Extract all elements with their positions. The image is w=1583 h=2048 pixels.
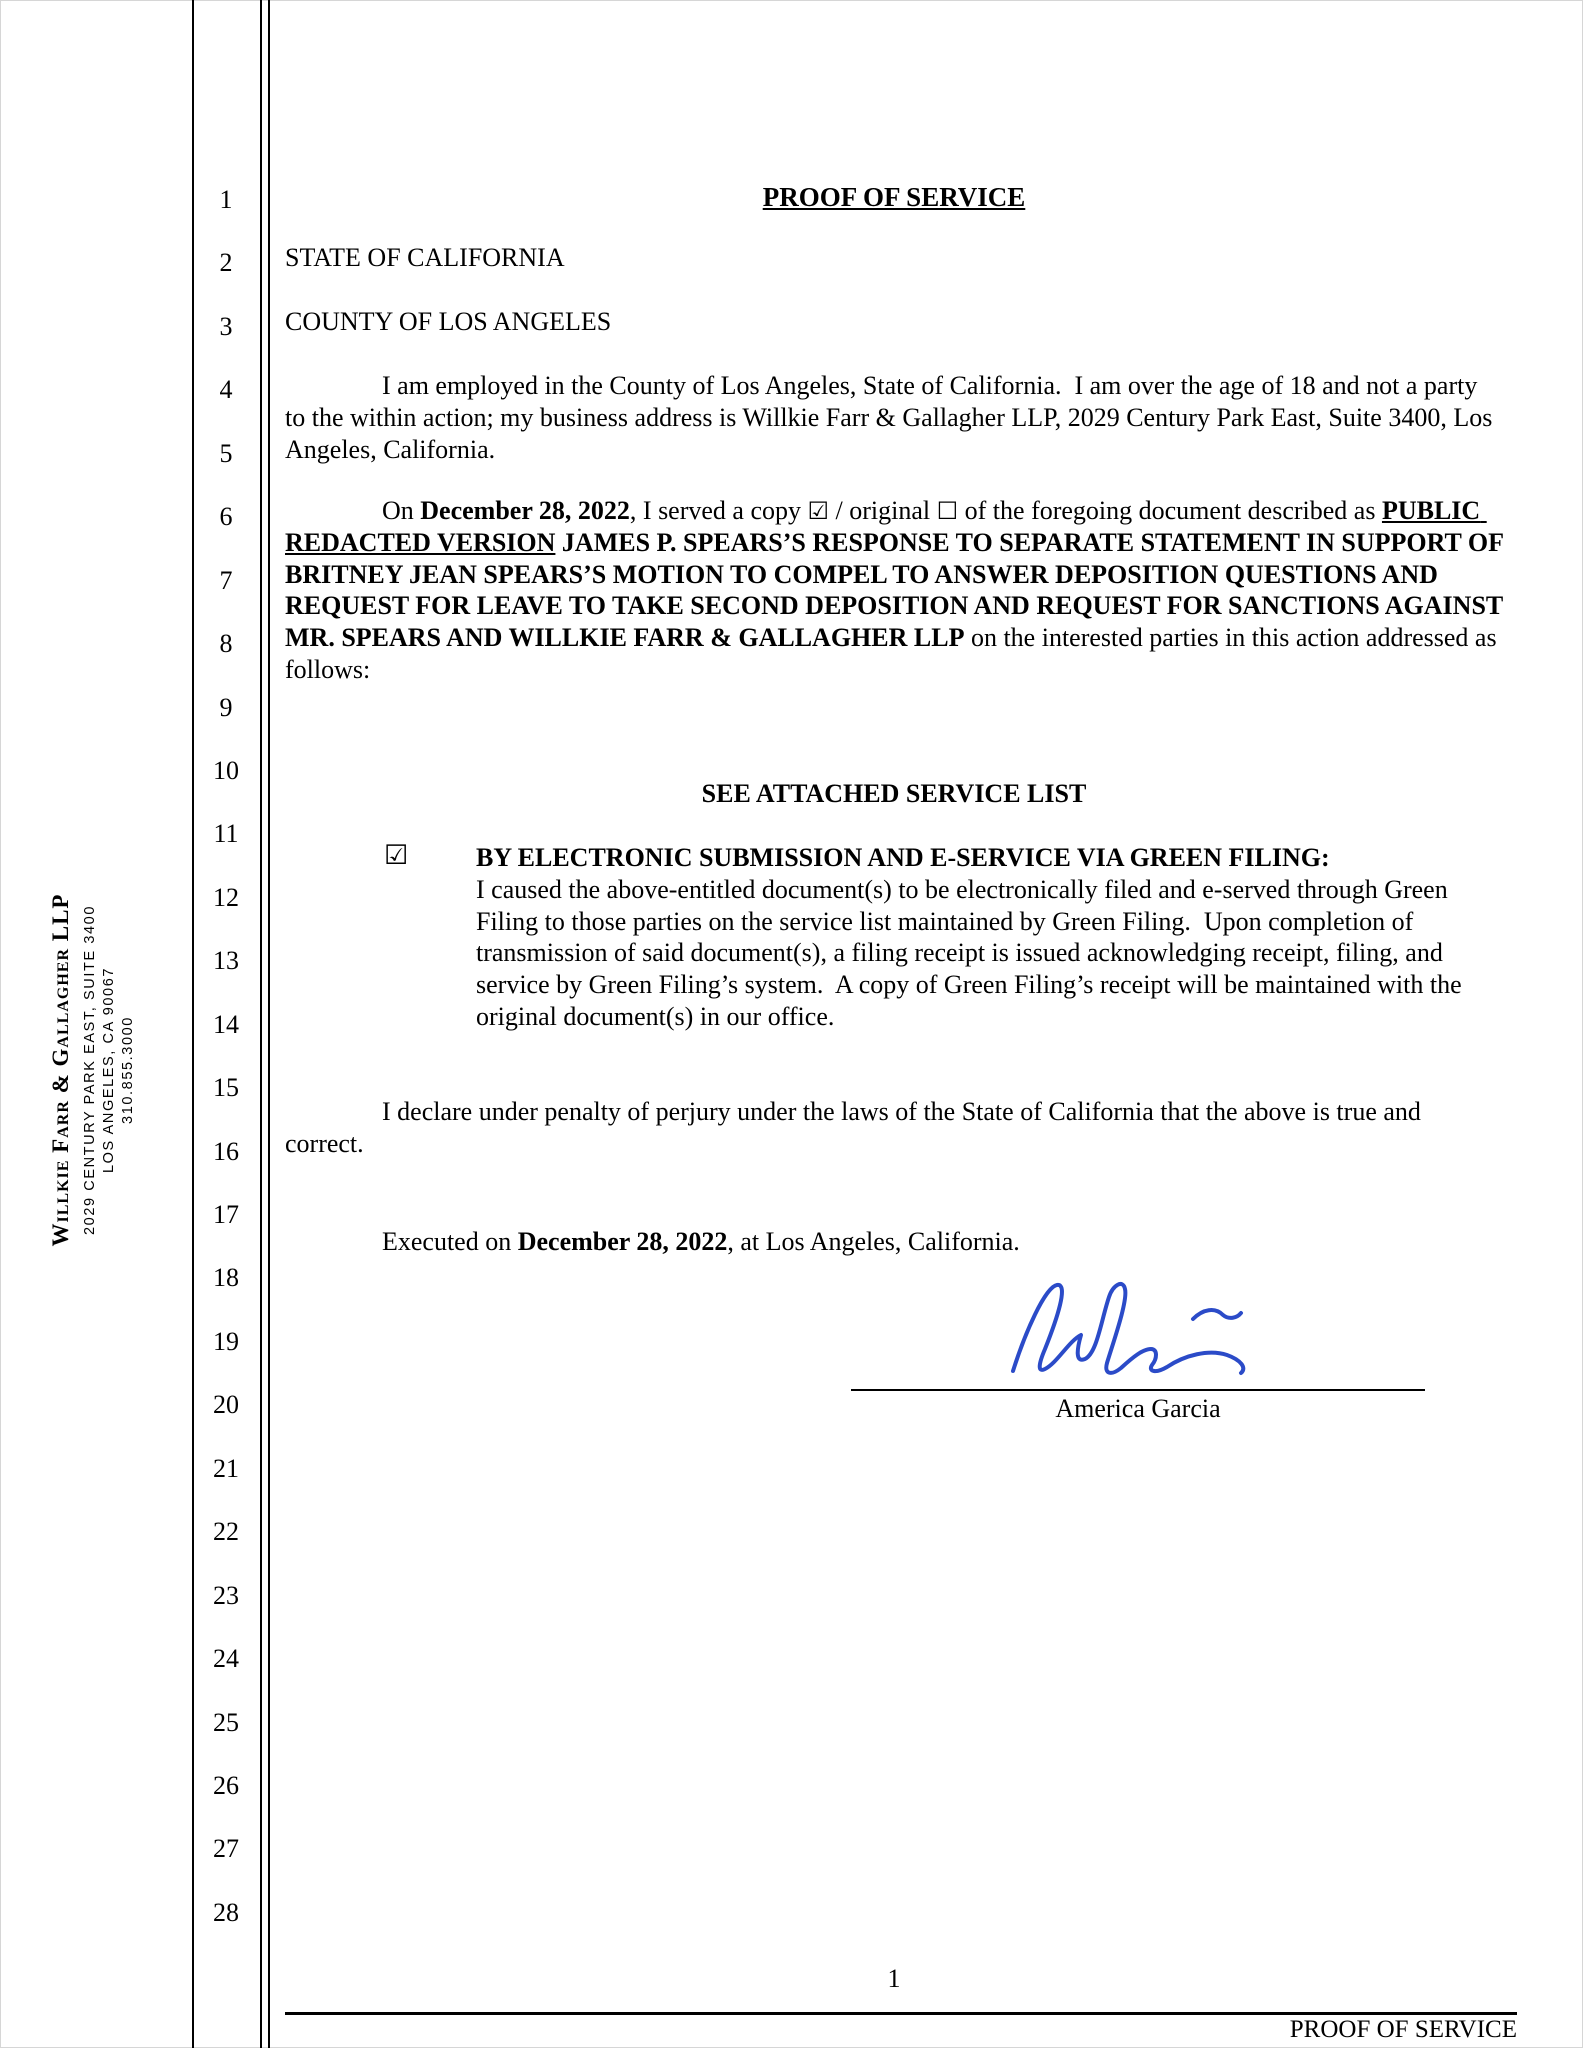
line-number: 1 — [219, 185, 233, 214]
footer-label: PROOF OF SERVICE — [1289, 2016, 1517, 2043]
pleading-double-rule — [260, 0, 270, 2048]
line-number: 28 — [213, 1897, 239, 1927]
line-number: 24 — [213, 1644, 239, 1674]
signature-image — [995, 1272, 1275, 1394]
execution-date: December 28, 2022 — [517, 1227, 728, 1256]
efiling-heading: BY ELECTRONIC SUBMISSION AND E-SERVICE VIA GREEN FILING: — [476, 843, 1330, 872]
execution-text: Executed on — [382, 1227, 518, 1256]
copy-checked-checkbox-icon: ☑ — [807, 497, 830, 525]
line-number: 14 — [213, 1009, 239, 1039]
line-number: 8 — [219, 629, 233, 659]
firm-name: Willkie Farr & Gallagher LLP — [48, 893, 73, 1247]
line-number: 15 — [213, 1073, 239, 1103]
line-number: 9 — [219, 692, 233, 722]
efiling-text: I caused the above-entitled document(s) to be electronically filed and e-served through Green Filing to those parties on the service list maintained by Green Filing. Upon completion of transmission of said document(s), a filing receipt is issued acknowledging receipt, filing, and service by Green Filing’s system. A copy of Green Filing’s receipt will be maintained with the original document(s) in our office. — [476, 874, 1469, 1031]
line-number: 11 — [213, 819, 239, 849]
line-number: 2 — [219, 248, 233, 278]
execution-text: , at Los Angeles, California. — [727, 1227, 1020, 1256]
line-number: 13 — [213, 946, 239, 976]
line-number: 3 — [219, 311, 233, 341]
declaration-paragraph: I declare under penalty of perjury under the laws of the State of California that the above is true and correct. — [285, 1097, 1428, 1158]
service-text: / original — [829, 496, 937, 525]
line-number: 10 — [213, 755, 239, 785]
firm-phone: 310.855.3000 — [120, 1016, 136, 1124]
firm-letterhead — [48, 820, 138, 1320]
efiling-paragraph — [476, 842, 1516, 1033]
line-number: 6 — [219, 502, 233, 532]
document-title: PROOF OF SERVICE — [762, 182, 1026, 212]
see-attached-heading: SEE ATTACHED SERVICE LIST — [701, 779, 1087, 808]
line-number: 20 — [213, 1390, 239, 1420]
document-description-underlined: PUBLIC REDACTED VERSION — [285, 496, 1487, 557]
service-text: , I served a copy — [629, 496, 808, 525]
original-unchecked-checkbox-icon: ☐ — [936, 497, 959, 525]
signature-flourish — [1193, 1310, 1241, 1319]
footer-rule — [285, 2012, 1517, 2015]
service-paragraph — [285, 495, 1510, 686]
line-number: 16 — [213, 1136, 239, 1166]
line-number: 19 — [213, 1326, 239, 1356]
document-description-bold: JAMES P. SPEARS’S RESPONSE TO SEPARATE STATEMENT IN SUPPORT OF BRITNEY JEAN SPEARS’S MOTION TO COMPEL TO ANSWER DEPOSITION QUESTIONS AND REQUEST FOR LEAVE TO TAKE SECOND DEPOSITION AND REQUEST FOR SANCTIONS AGAINST MR. SPEARS AND WILLKIE FARR & GALLAGHER LLP — [285, 527, 1510, 653]
line-number: 12 — [213, 882, 239, 912]
signature-line — [851, 1389, 1425, 1391]
line-number: 27 — [213, 1834, 239, 1864]
execution-line — [285, 1226, 1503, 1258]
service-date: December 28, 2022 — [420, 496, 630, 525]
page-number: 1 — [887, 1964, 901, 1993]
line-number: 23 — [213, 1580, 239, 1610]
line-number: 17 — [213, 1200, 239, 1229]
state-caption: STATE OF CALIFORNIA — [285, 243, 565, 272]
service-text: on the interested parties in this action addressed as follows: — [285, 623, 1504, 684]
line-number: 7 — [219, 565, 233, 595]
firm-address-line-1: 2029 CENTURY PARK EAST, SUITE 3400 — [82, 904, 98, 1236]
service-text: On — [382, 496, 421, 525]
service-text: of the foregoing document described as — [958, 496, 1382, 525]
line-number: 18 — [213, 1263, 239, 1293]
line-number: 22 — [213, 1517, 239, 1547]
line-number: 21 — [213, 1453, 239, 1483]
signature-block — [851, 1389, 1425, 1424]
county-caption: COUNTY OF LOS ANGELES — [285, 307, 612, 336]
line-number: 25 — [213, 1707, 239, 1737]
line-number: 4 — [219, 375, 233, 405]
line-number-column — [199, 168, 253, 1944]
employment-paragraph: I am employed in the County of Los Angeles, State of California. I am over the age of 18 and not a party to the within action; my business address is Willkie Farr & Gallagher LLP, 2029 Century Park East, Suite 3400, Los Angeles, California. — [285, 371, 1498, 464]
signature-stroke — [1013, 1284, 1243, 1373]
signer-name: America Garcia — [1055, 1394, 1221, 1423]
firm-address-line-2: LOS ANGELES, CA 90067 — [101, 966, 117, 1174]
left-margin-rule — [192, 0, 194, 2048]
efiling-checked-checkbox-icon: ☑ — [384, 840, 409, 871]
line-number: 5 — [219, 438, 233, 468]
line-number: 26 — [213, 1770, 239, 1800]
